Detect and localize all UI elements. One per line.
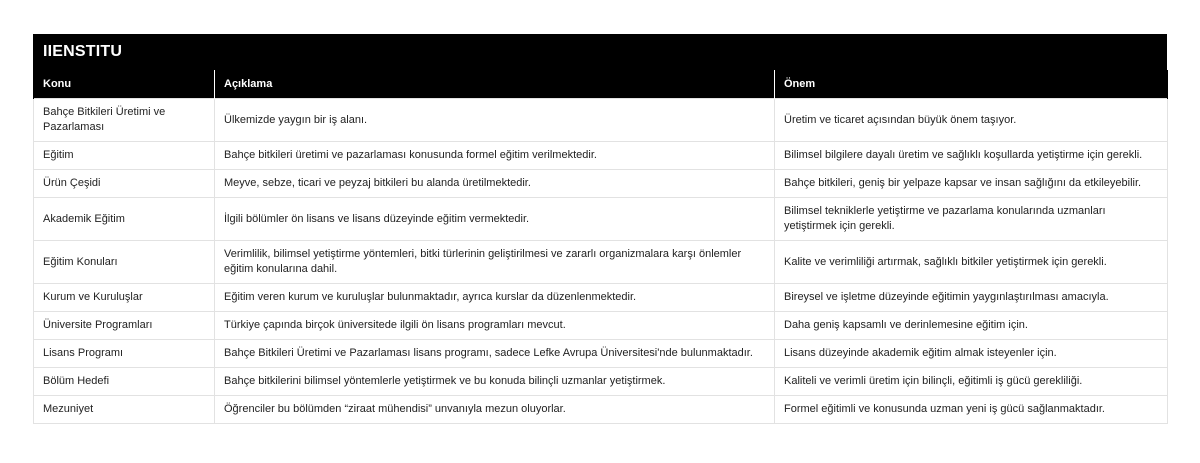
cell-aciklama: Ülkemizde yaygın bir iş alanı. [215,99,775,142]
cell-konu: Üniversite Programları [34,312,215,340]
cell-aciklama: İlgili bölümler ön lisans ve lisans düzeyinde eğitim vermektedir. [215,198,775,241]
cell-onem: Bahçe bitkileri, geniş bir yelpaze kapsar ve insan sağlığını da etkileyebilir. [775,170,1168,198]
content-table-container [33,34,1167,424]
cell-konu: Bahçe Bitkileri Üretimi ve Pazarlaması [34,99,215,142]
cell-onem: Bilimsel bilgilere dayalı üretim ve sağlıklı koşullarda yetiştirme için gerekli. [775,142,1168,170]
cell-aciklama: Verimlilik, bilimsel yetiştirme yöntemleri, bitki türlerinin geliştirilmesi ve zararlı organizmalara karşı önlemler eğitim konularına dahil. [215,241,775,284]
cell-onem: Üretim ve ticaret açısından büyük önem taşıyor. [775,99,1168,142]
info-table [33,70,1168,424]
cell-aciklama: Bahçe bitkilerini bilimsel yöntemlerle yetiştirmek ve bu konuda bilinçli uzmanlar yetiştirmek. [215,368,775,396]
table-row [34,368,1168,396]
column-header-onem: Önem [775,70,1168,99]
cell-konu: Eğitim [34,142,215,170]
cell-onem: Lisans düzeyinde akademik eğitim almak isteyenler için. [775,340,1168,368]
table-row [34,340,1168,368]
cell-konu: Mezuniyet [34,396,215,424]
cell-aciklama: Eğitim veren kurum ve kuruluşlar bulunmaktadır, ayrıca kurslar da düzenlenmektedir. [215,284,775,312]
table-row [34,198,1168,241]
cell-konu: Kurum ve Kuruluşlar [34,284,215,312]
cell-konu: Ürün Çeşidi [34,170,215,198]
cell-onem: Kalite ve verimliliği artırmak, sağlıklı bitkiler yetiştirmek için gerekli. [775,241,1168,284]
brand-name: IIENSTITU [43,43,123,60]
cell-konu: Bölüm Hedefi [34,368,215,396]
column-header-konu: Konu [34,70,215,99]
cell-konu: Lisans Programı [34,340,215,368]
cell-aciklama: Öğrenciler bu bölümden “ziraat mühendisi” unvanıyla mezun oluyorlar. [215,396,775,424]
cell-onem: Formel eğitimli ve konusunda uzman yeni iş gücü sağlanmaktadır. [775,396,1168,424]
table-row [34,241,1168,284]
table-row [34,170,1168,198]
cell-konu: Akademik Eğitim [34,198,215,241]
table-row [34,396,1168,424]
table-row [34,312,1168,340]
cell-aciklama: Bahçe Bitkileri Üretimi ve Pazarlaması lisans programı, sadece Lefke Avrupa Üniversitesi'nde bulunmaktadır. [215,340,775,368]
cell-onem: Bireysel ve işletme düzeyinde eğitimin yaygınlaştırılması amacıyla. [775,284,1168,312]
cell-aciklama: Meyve, sebze, ticari ve peyzaj bitkileri bu alanda üretilmektedir. [215,170,775,198]
brand-header [33,34,1167,70]
cell-onem: Bilimsel tekniklerle yetiştirme ve pazarlama konularında uzmanları yetiştirmek için gerekli. [775,198,1168,241]
table-header-row [34,70,1168,99]
table-row [34,142,1168,170]
cell-aciklama: Türkiye çapında birçok üniversitede ilgili ön lisans programları mevcut. [215,312,775,340]
cell-onem: Kaliteli ve verimli üretim için bilinçli, eğitimli iş gücü gerekliliği. [775,368,1168,396]
table-row [34,284,1168,312]
cell-aciklama: Bahçe bitkileri üretimi ve pazarlaması konusunda formel eğitim verilmektedir. [215,142,775,170]
cell-onem: Daha geniş kapsamlı ve derinlemesine eğitim için. [775,312,1168,340]
table-row [34,99,1168,142]
column-header-aciklama: Açıklama [215,70,775,99]
cell-konu: Eğitim Konuları [34,241,215,284]
